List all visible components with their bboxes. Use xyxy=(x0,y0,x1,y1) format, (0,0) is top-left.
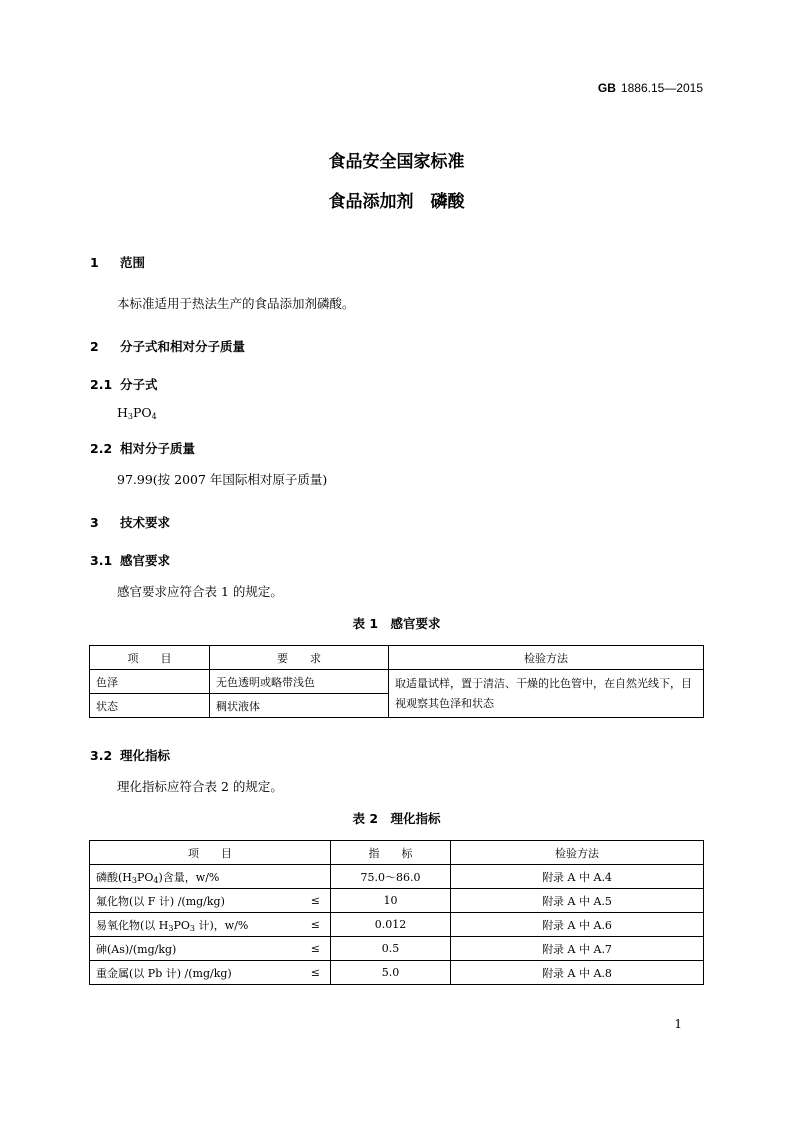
section-title: 理化指标 xyxy=(120,748,171,763)
molecular-formula: $H_3PO_4$ xyxy=(117,405,157,421)
table1-requirement: 稠状液体 xyxy=(210,694,389,718)
table2-header-index: 指 标 xyxy=(331,841,451,865)
table2-value: 5.0 xyxy=(331,961,451,985)
table2-header-item: 项 目 xyxy=(90,841,331,865)
table2-method: 附录 A 中 A.8 xyxy=(451,961,704,985)
table-row xyxy=(90,913,704,937)
table2-value: 75.0～86.0 xyxy=(331,865,451,889)
section-3-heading xyxy=(90,513,170,531)
table2-value: 0.012 xyxy=(331,913,451,937)
table-row xyxy=(90,961,704,985)
section-title: 分子式 xyxy=(120,377,158,392)
table1-item: 状态 xyxy=(90,694,210,718)
section-number: 2.2 xyxy=(90,441,113,456)
table2-caption: 表 2 理化指标 xyxy=(352,811,441,826)
table2-value: 0.5 xyxy=(331,937,451,961)
table2-value: 10 xyxy=(331,889,451,913)
table1-requirement: 无色透明或略带浅色 xyxy=(210,670,389,694)
section-number: 3.2 xyxy=(90,748,113,763)
table-row xyxy=(90,937,704,961)
table1-header-method: 检验方法 xyxy=(389,646,704,670)
table1-item: 色泽 xyxy=(90,670,210,694)
standard-number: 1886.15—2015 xyxy=(620,81,703,95)
table2-item: 磷酸$(H_3PO_4)$含量，w/% xyxy=(90,865,331,889)
table2-method: 附录 A 中 A.6 xyxy=(451,913,704,937)
section-3-2-heading xyxy=(90,746,170,764)
section-3-1-heading xyxy=(90,551,170,569)
table1-caption: 表 1 感官要求 xyxy=(352,616,441,631)
section-1-text: 本标准适用于热法生产的食品添加剂磷酸。 xyxy=(117,296,355,311)
document-title-line1: 食品安全国家标准 xyxy=(328,152,465,172)
section-2-heading xyxy=(90,337,245,355)
table1-header-requirement: 要 求 xyxy=(210,646,389,670)
table1-method: 取适量试样，置于清洁、干燥的比色管中，在自然光线下，目视观察其色泽和状态 xyxy=(389,670,704,718)
table2-method: 附录 A 中 A.4 xyxy=(451,865,704,889)
table2-header-method: 检验方法 xyxy=(451,841,704,865)
table2-item: 氟化物(以 F 计) /(mg/kg) xyxy=(90,889,295,913)
section-number: 1 xyxy=(90,255,99,270)
table2-item: 重金属(以 Pb 计) /(mg/kg) xyxy=(90,961,295,985)
section-title: 范围 xyxy=(120,255,146,270)
section-title: 技术要求 xyxy=(120,515,171,530)
table1-header-item: 项 目 xyxy=(90,646,210,670)
document-title-line2: 食品添加剂 磷酸 xyxy=(328,192,465,212)
section-1-heading xyxy=(90,253,145,271)
table2-method: 附录 A 中 A.5 xyxy=(451,889,704,913)
section-title: 分子式和相对分子质量 xyxy=(120,339,246,354)
page-number: 1 xyxy=(674,1017,682,1031)
section-2-1-heading xyxy=(90,375,158,393)
molecular-mass-text: 97.99(按 2007 年国际相对原子质量) xyxy=(117,472,328,487)
table2-item: 易氧化物(以 $H_3PO_3$ 计)，w/% xyxy=(90,913,295,937)
table-row xyxy=(90,865,704,889)
table1-sensory xyxy=(89,645,704,718)
table2-method: 附录 A 中 A.7 xyxy=(451,937,704,961)
section-title: 相对分子质量 xyxy=(120,441,196,456)
section-number: 3.1 xyxy=(90,553,113,568)
table2-le-symbol: ≤ xyxy=(294,961,331,985)
table2-physicochemical xyxy=(89,840,704,985)
section-number: 2.1 xyxy=(90,377,113,392)
section-3-2-text: 理化指标应符合表 2 的规定。 xyxy=(117,779,283,794)
section-title: 感官要求 xyxy=(120,553,171,568)
section-3-1-text: 感官要求应符合表 1 的规定。 xyxy=(117,584,283,599)
table2-le-symbol: ≤ xyxy=(294,937,331,961)
table2-le-symbol: ≤ xyxy=(294,913,331,937)
section-number: 3 xyxy=(90,515,99,530)
section-2-2-heading xyxy=(90,439,195,457)
table2-item: 砷(As)/(mg/kg) xyxy=(90,937,295,961)
section-number: 2 xyxy=(90,339,99,354)
standard-code xyxy=(598,81,703,95)
table-row xyxy=(90,889,704,913)
table2-le-symbol: ≤ xyxy=(294,889,331,913)
standard-prefix: GB xyxy=(597,81,616,95)
